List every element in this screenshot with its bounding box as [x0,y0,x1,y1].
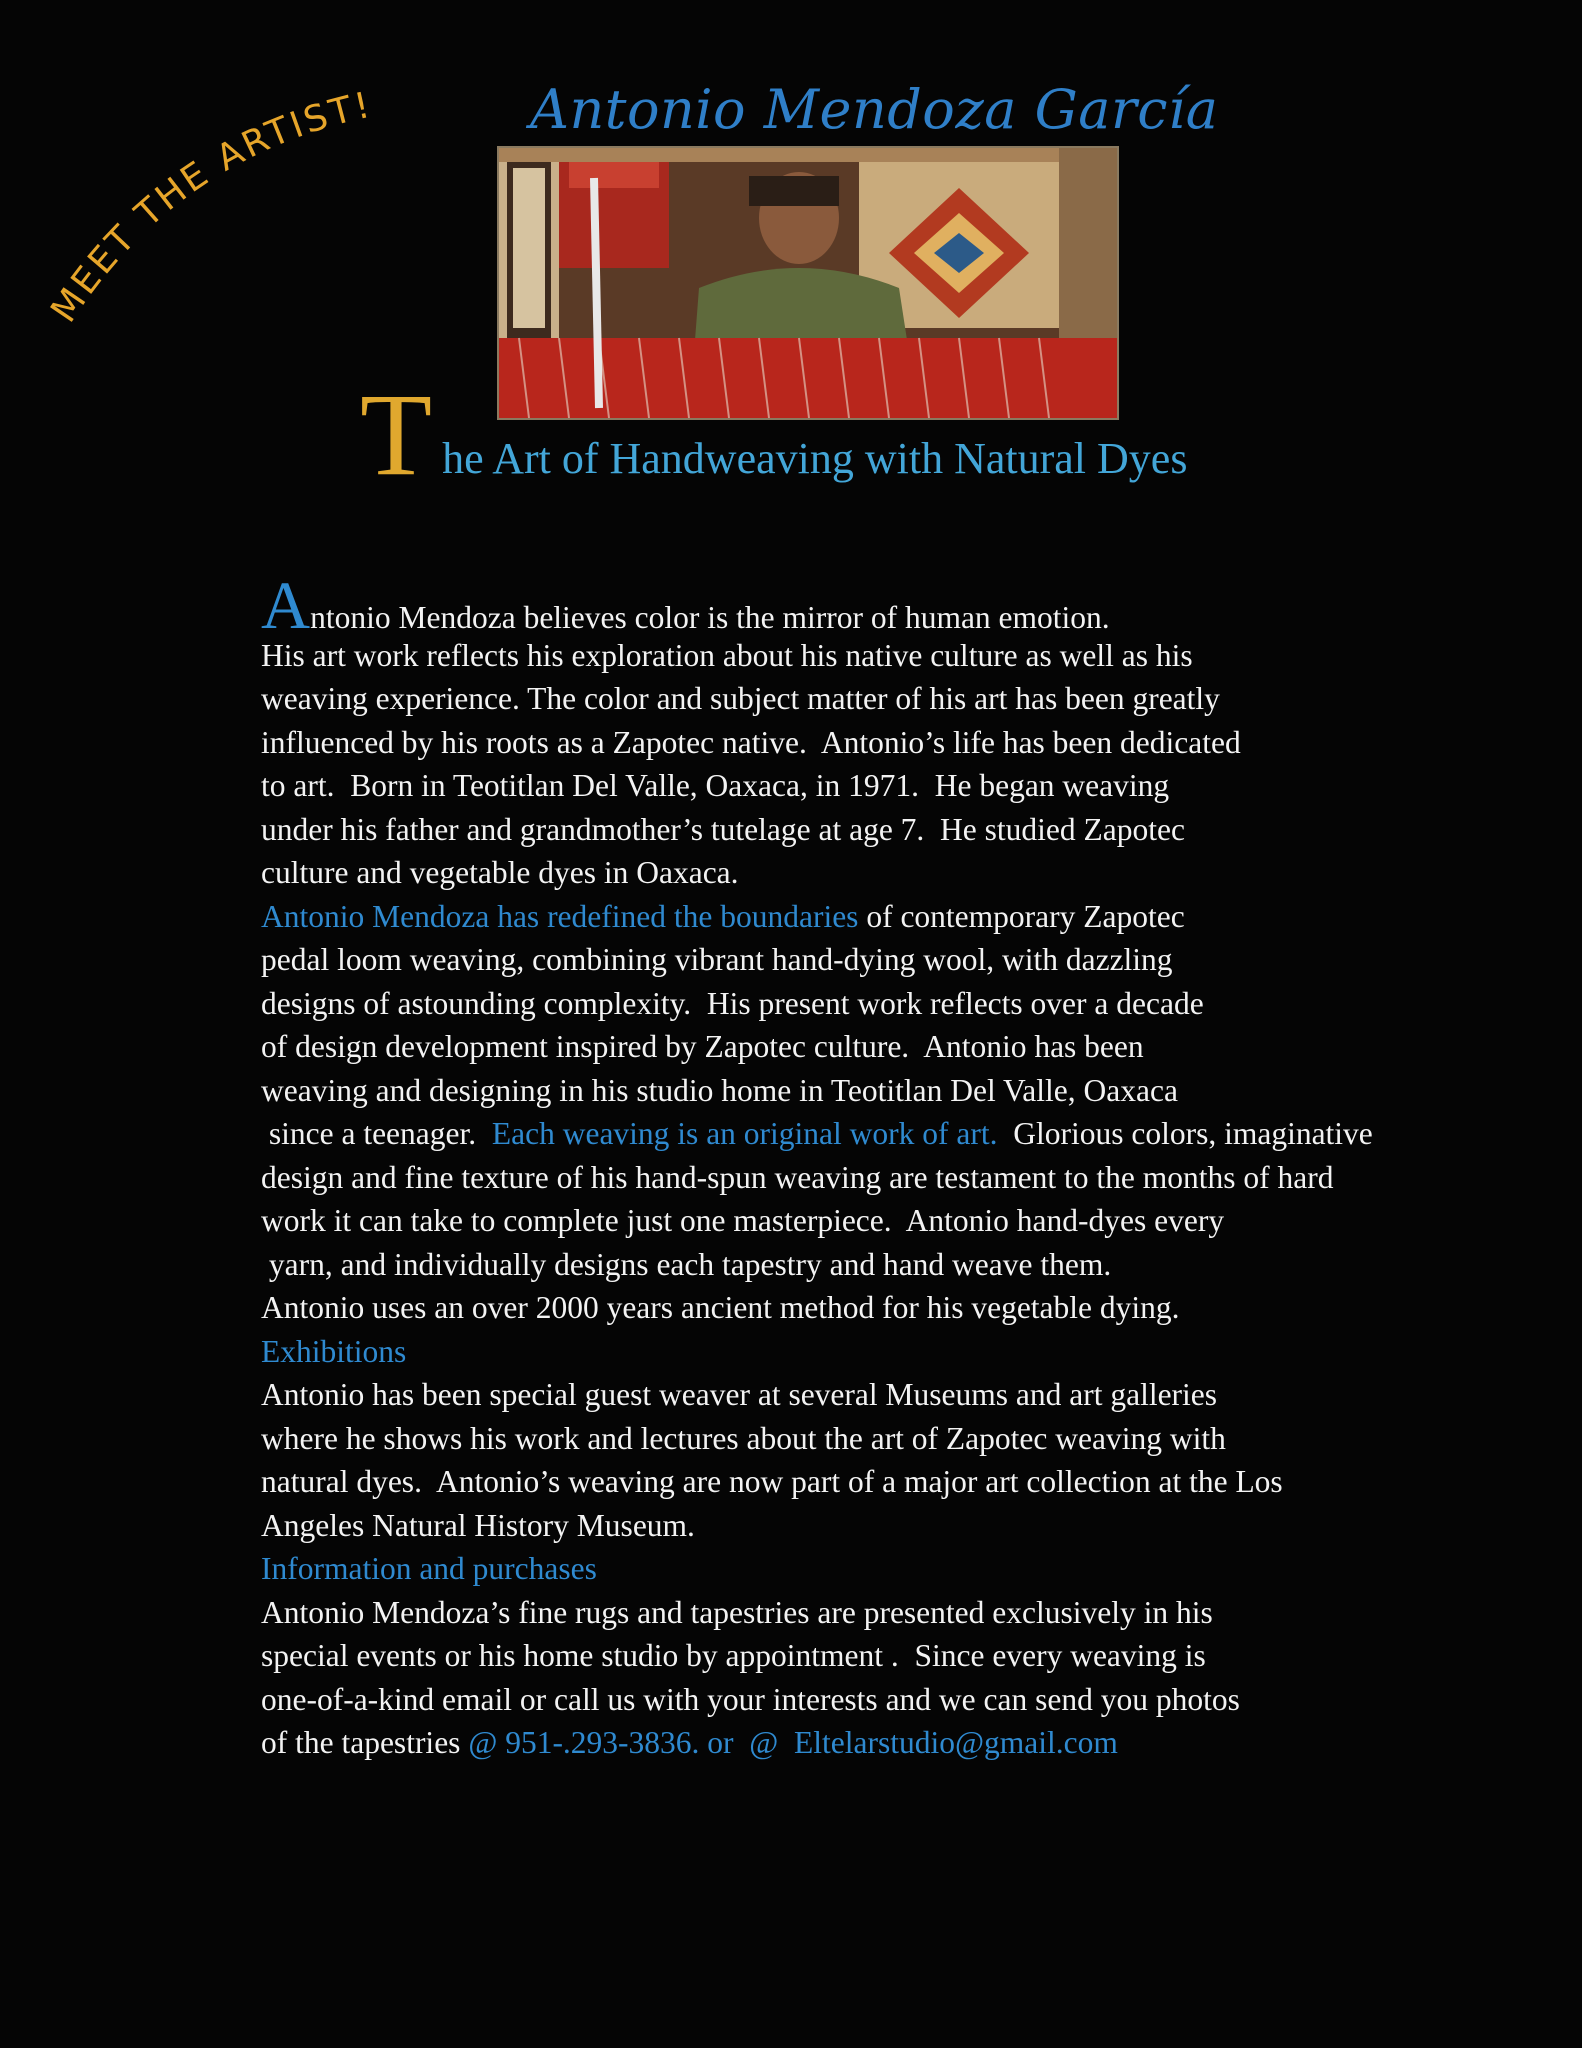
meet-the-artist-banner [40,60,480,360]
body-line: natural dyes. Antonio’s weaving are now part of a major art collection at the Los [261,1464,1283,1499]
body-line: designs of astounding complexity. His present work reflects over a decade [261,985,1204,1021]
body-line: to art. Born in Teotitlan Del Valle, Oaxaca, in 1971. He began weaving [261,768,1170,803]
headline-dropcap: T [360,369,433,500]
teen-pre: since a teenager. [261,1116,492,1151]
body-line: one-of-a-kind email or call us with your interests and we can send you photos [261,1681,1240,1717]
intro-first-line [261,567,1561,643]
body-line: of design development inspired by Zapotec culture. Antonio has been [261,1029,1144,1064]
info-heading: Information and purchases [261,1551,597,1586]
intro-dropcap: A [261,567,311,643]
contact-info[interactable]: @ 951-.293-3836. or @ Eltelarstudio@gmail.com [468,1725,1118,1760]
contact-pre: of the tapestries [261,1725,469,1760]
body-line: yarn, and individually designs each tapestry and hand weave them. [261,1246,1112,1282]
body-line: weaving experience. The color and subject matter of his art has been greatly [261,681,1220,716]
body-line: special events or his home studio by appointment . Since every weaving is [261,1638,1206,1673]
body-line: Antonio has been special guest weaver at several Museums and art galleries [261,1377,1218,1412]
body-line: pedal loom weaving, combining vibrant hand-dying wool, with dazzling [261,942,1173,977]
body-line: under his father and grandmother’s tutelage at age 7. He studied Zapotec [261,811,1185,847]
body-line: weaving and designing in his studio home in Teotitlan Del Valle, Oaxaca [261,1072,1178,1108]
body-line: influenced by his roots as a Zapotec native. Antonio’s life has been dedicated [261,724,1241,760]
contact-line [261,1721,1561,1765]
redefined-first-line [261,895,1561,939]
exhibitions-heading: Exhibitions [261,1333,407,1369]
body-line: Angeles Natural History Museum. [261,1507,695,1543]
headline-text: he Art of Handweaving with Natural Dyes [442,434,1188,483]
body-line: where he shows his work and lectures about the art of Zapotec weaving with [261,1420,1226,1456]
body-line: Antonio uses an over 2000 years ancient method for his vegetable dying. [261,1290,1180,1325]
intro-first-text: ntonio Mendoza believes color is the mirror of human emotion. [310,600,1110,635]
artist-name: Antonio Mendoza García [530,78,1219,141]
teen-post: Glorious colors, imaginative [997,1116,1373,1151]
body-line: design and fine texture of his hand-spun weaving are testament to the months of hard [261,1159,1334,1195]
body-line: His art work reflects his exploration about his native culture as well as his [261,637,1193,673]
photo-illustration [499,148,1117,418]
redefined-first-rest: of contemporary Zapotec [858,898,1185,934]
body-line: culture and vegetable dyes in Oaxaca. [261,855,739,890]
teenager-line [261,1112,1561,1156]
banner-text: MEET THE ARTIST! [43,84,377,330]
body-line: work it can take to complete just one masterpiece. Antonio hand-dyes every [261,1203,1225,1238]
body-line: Antonio Mendoza’s fine rugs and tapestries are presented exclusively in his [261,1594,1213,1630]
headline [360,369,1188,500]
article-body [261,567,1561,1765]
redefined-highlight: Antonio Mendoza has redefined the boundaries [261,898,859,934]
original-work-highlight: Each weaving is an original work of art. [491,1116,998,1151]
weaver-at-loom-photo [497,146,1119,420]
